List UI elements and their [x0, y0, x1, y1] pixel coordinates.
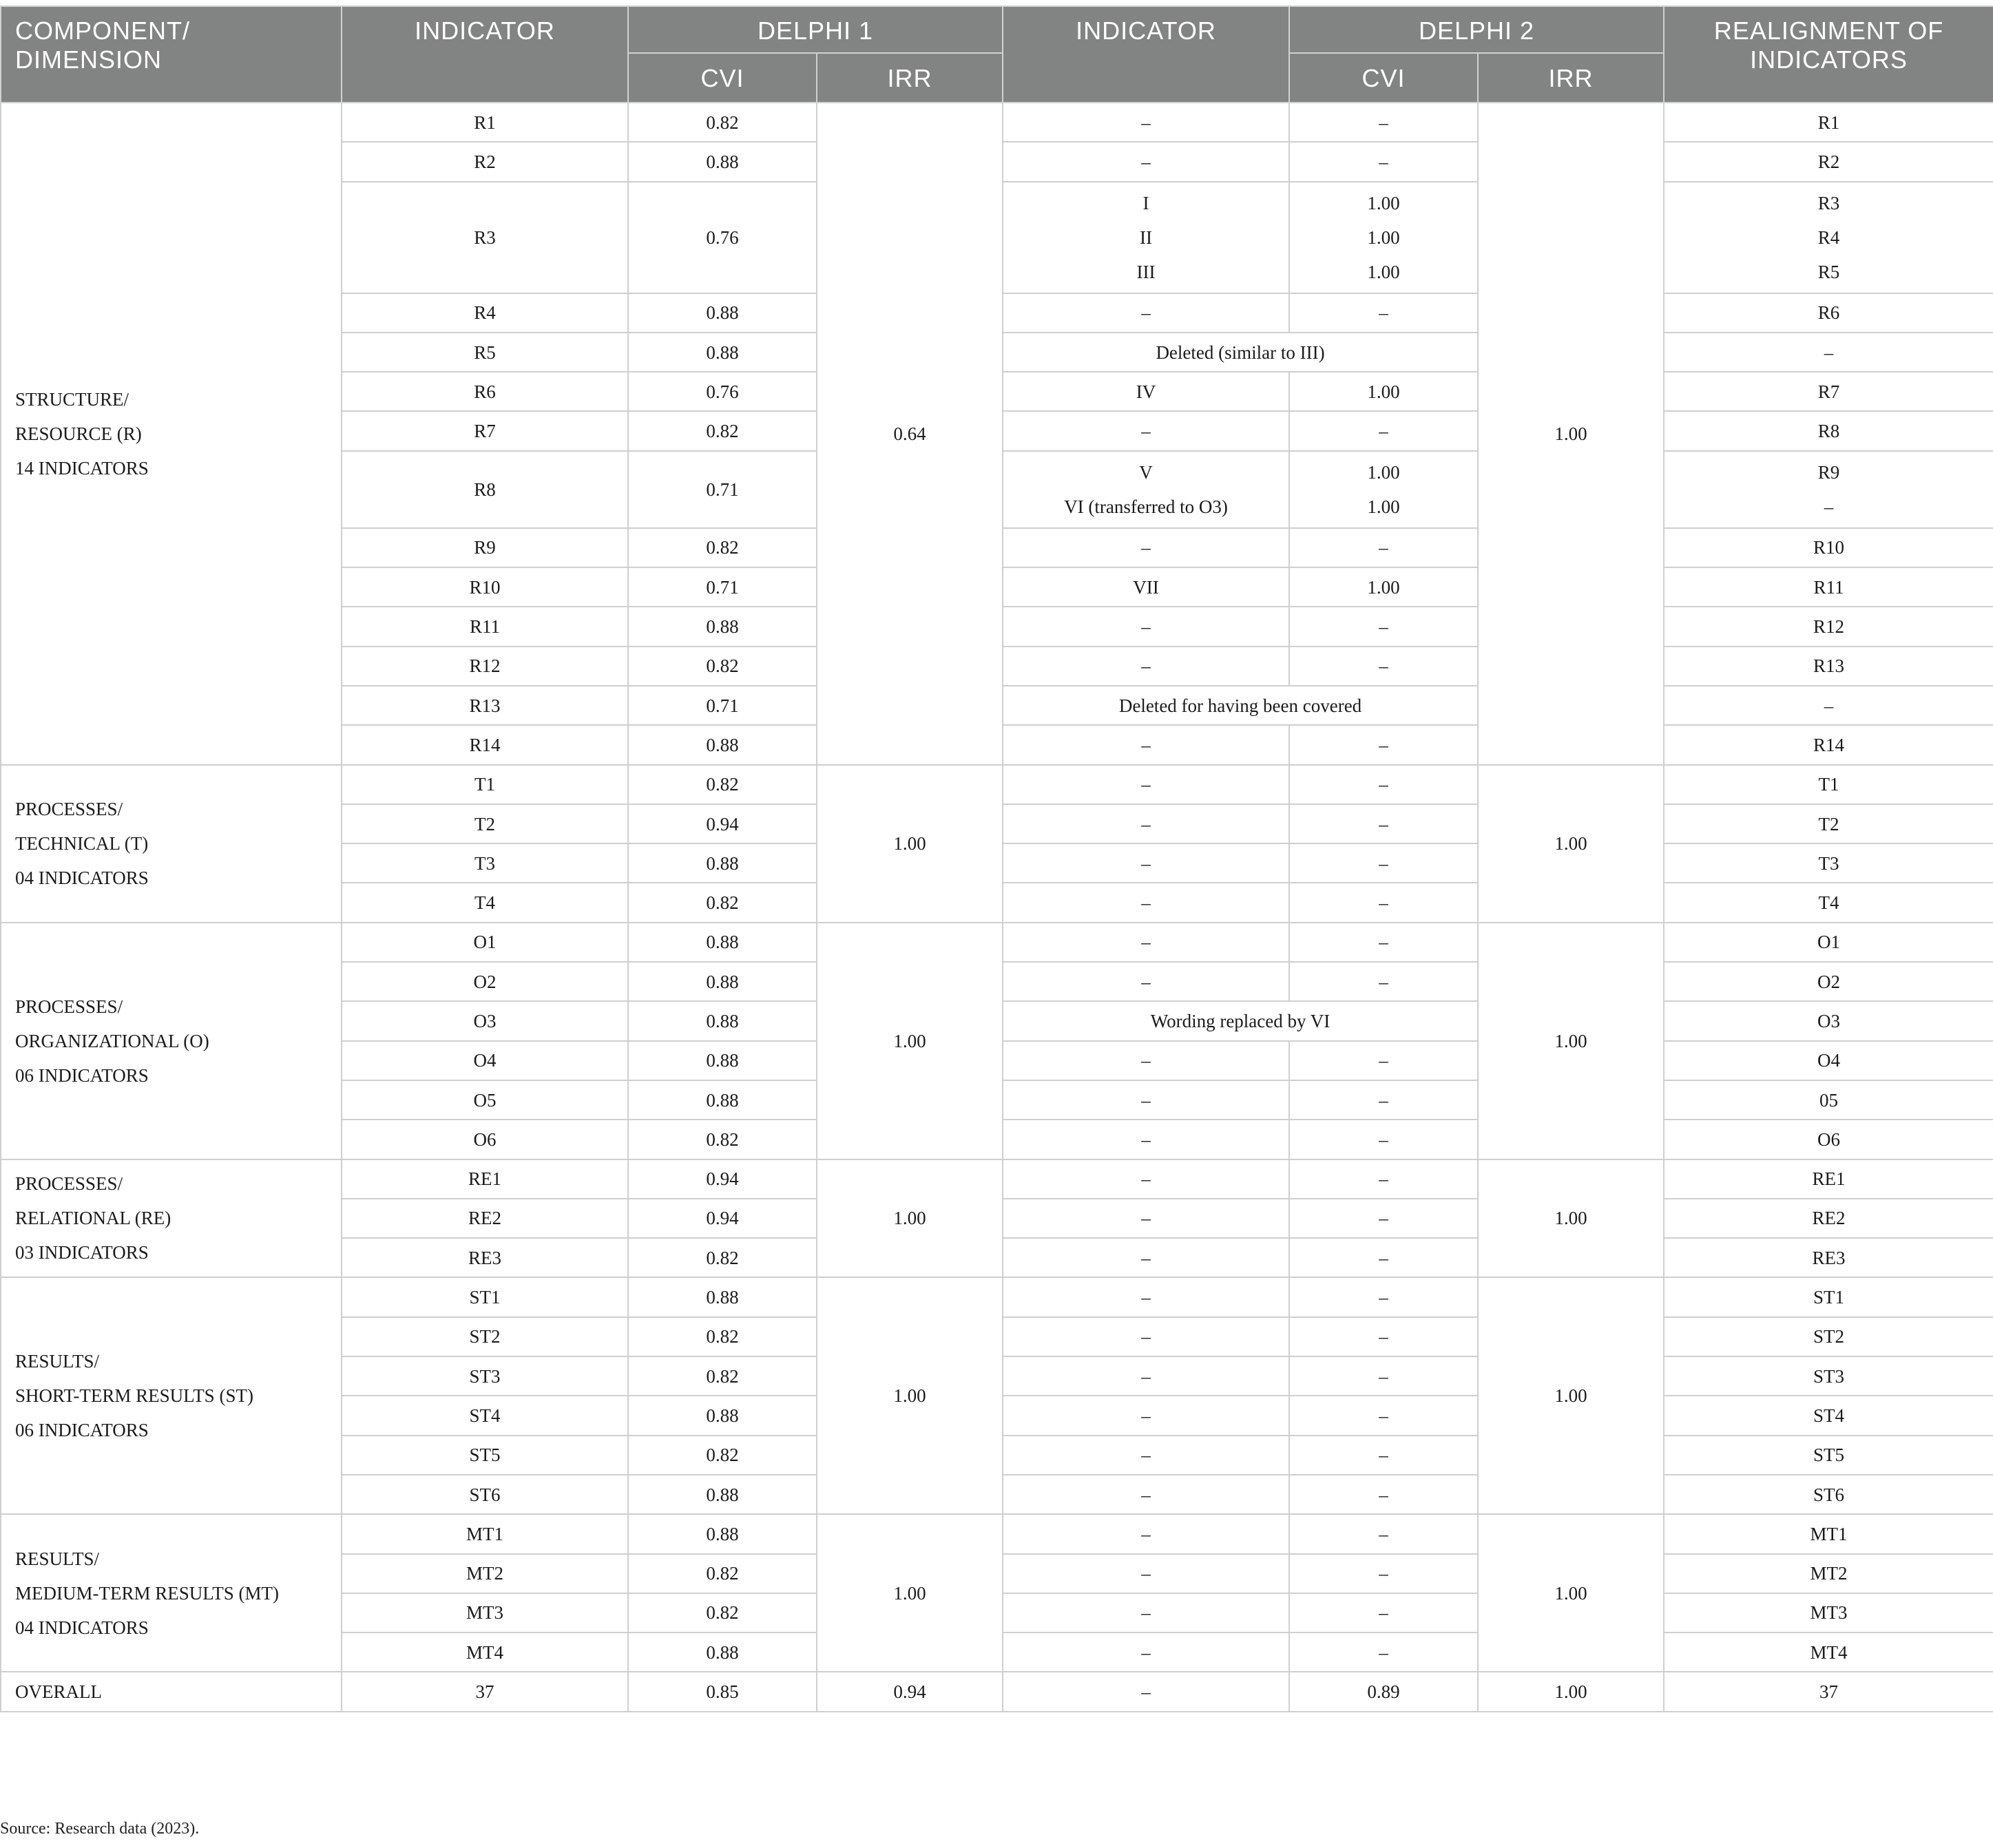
- cvi2-cell: –: [1289, 1514, 1478, 1553]
- indicator-cell: O1: [342, 923, 628, 962]
- indicator-cell: RE1: [342, 1159, 628, 1199]
- indicator2-cell: [1003, 182, 1289, 293]
- indicator-cell: R7: [342, 411, 628, 450]
- group-cell-re: [1, 1159, 342, 1278]
- indicator-cell: R3: [342, 182, 628, 293]
- realign-cell: R13: [1664, 647, 1993, 686]
- cvi2-cell: –: [1289, 293, 1478, 333]
- indicator2-cell: –: [1003, 1080, 1289, 1120]
- overall-indicator: 37: [342, 1672, 628, 1711]
- indicator2-line: II: [1140, 227, 1152, 248]
- overall-label: OVERALL: [1, 1672, 342, 1711]
- indicator2-cell: –: [1003, 962, 1289, 1001]
- overall-realign: 37: [1664, 1672, 1993, 1711]
- cvi-cell: 0.88: [628, 843, 817, 883]
- realign-cell: R6: [1664, 293, 1993, 333]
- indicator-cell: ST5: [342, 1436, 628, 1475]
- indicator-cell: ST6: [342, 1475, 628, 1514]
- indicator2-cell: –: [1003, 1238, 1289, 1277]
- realign-cell: ST4: [1664, 1396, 1993, 1435]
- indicator-cell: ST1: [342, 1277, 628, 1316]
- realign-cell: RE3: [1664, 1238, 1993, 1277]
- indicator-cell: T3: [342, 843, 628, 883]
- cvi-cell: 0.88: [628, 1080, 817, 1120]
- cvi-cell: 0.88: [628, 962, 817, 1001]
- cvi-cell: 0.88: [628, 725, 817, 764]
- group-label-line: RESULTS/: [15, 1548, 100, 1569]
- cvi-cell: 0.88: [628, 923, 817, 962]
- realign-cell: –: [1664, 333, 1993, 372]
- indicator-cell: O6: [342, 1120, 628, 1159]
- table-body: [1, 103, 1993, 1712]
- group-label-line: RESULTS/: [15, 1351, 100, 1372]
- realign-cell: T1: [1664, 765, 1993, 804]
- table-header: [1, 6, 1993, 103]
- overall-row: [1, 1672, 1993, 1711]
- realign-cell: R7: [1664, 372, 1993, 411]
- cvi-cell: 0.88: [628, 607, 817, 646]
- irr2-cell: 1.00: [1478, 103, 1664, 765]
- source-note: Source: Research data (2023).: [0, 1820, 200, 1838]
- indicator2-cell: –: [1003, 1041, 1289, 1080]
- group-cell-st: [1, 1277, 342, 1514]
- cvi2-line: 1.00: [1367, 227, 1400, 248]
- realign-cell: ST3: [1664, 1356, 1993, 1396]
- realign-cell: R12: [1664, 607, 1993, 646]
- cvi2-cell: –: [1289, 103, 1478, 142]
- cvi-cell: 0.82: [628, 103, 817, 142]
- overall-irr2: 1.00: [1478, 1672, 1664, 1711]
- group-cell-t: [1, 765, 342, 923]
- realign-cell: O3: [1664, 1001, 1993, 1040]
- indicator-cell: MT2: [342, 1554, 628, 1593]
- cvi-cell: 0.76: [628, 182, 817, 293]
- group-label-line: 03 INDICATORS: [15, 1242, 149, 1263]
- realign-cell: MT2: [1664, 1554, 1993, 1593]
- irr2-cell: 1.00: [1478, 1159, 1664, 1278]
- cvi2-cell: –: [1289, 528, 1478, 567]
- indicator2-line: VI (transferred to O3): [1064, 496, 1228, 517]
- realign-cell: [1664, 451, 1993, 528]
- realign-line: R9: [1817, 461, 1840, 483]
- cvi-cell: 0.88: [628, 1514, 817, 1553]
- realign-cell: MT1: [1664, 1514, 1993, 1553]
- cvi-cell: 0.71: [628, 567, 817, 607]
- cvi-cell: 0.94: [628, 1159, 817, 1199]
- indicator-cell: T2: [342, 804, 628, 843]
- indicator2-cell: –: [1003, 1554, 1289, 1593]
- indicator-cell: R2: [342, 142, 628, 181]
- indicator2-line: III: [1136, 261, 1156, 282]
- cvi2-cell: 1.00: [1289, 372, 1478, 411]
- cvi2-cell: –: [1289, 647, 1478, 686]
- indicator-cell: O2: [342, 962, 628, 1001]
- col-header-irr-2: IRR: [1478, 53, 1664, 103]
- cvi2-cell: 1.00: [1289, 567, 1478, 607]
- indicator2-cell: –: [1003, 1436, 1289, 1475]
- cvi-cell: 0.82: [628, 1554, 817, 1593]
- cvi2-cell: –: [1289, 1041, 1478, 1080]
- cvi-cell: 0.88: [628, 1001, 817, 1040]
- cvi-cell: 0.82: [628, 1436, 817, 1475]
- indicator2-cell: –: [1003, 647, 1289, 686]
- indicator2-cell: VII: [1003, 567, 1289, 607]
- col-header-cvi-1: CVI: [628, 53, 817, 103]
- overall-indicator2: –: [1003, 1672, 1289, 1711]
- indicator-cell: O4: [342, 1041, 628, 1080]
- cvi2-cell: –: [1289, 1159, 1478, 1199]
- indicator2-cell: –: [1003, 607, 1289, 646]
- indicator-cell: R12: [342, 647, 628, 686]
- realign-line: –: [1824, 496, 1834, 517]
- delphi2-note-cell: Wording replaced by VI: [1003, 1001, 1478, 1040]
- realign-cell: MT4: [1664, 1632, 1993, 1672]
- indicator2-cell: –: [1003, 1632, 1289, 1672]
- cvi-cell: 0.82: [628, 765, 817, 804]
- col-header-delphi-2: DELPHI 2: [1289, 6, 1664, 53]
- irr-cell: 1.00: [817, 1514, 1003, 1672]
- cvi-cell: 0.82: [628, 647, 817, 686]
- group-cell-mt: [1, 1514, 342, 1672]
- group-label-line: ORGANIZATIONAL (O): [15, 1030, 209, 1051]
- indicator-cell: R9: [342, 528, 628, 567]
- irr2-cell: 1.00: [1478, 923, 1664, 1159]
- group-label-line: STRUCTURE/: [15, 388, 129, 410]
- group-label-line: RELATIONAL (RE): [15, 1208, 171, 1229]
- cvi2-line: 1.00: [1367, 496, 1400, 517]
- cvi-cell: 0.82: [628, 1120, 817, 1159]
- cvi2-cell: –: [1289, 1396, 1478, 1435]
- indicator2-cell: –: [1003, 883, 1289, 922]
- cvi2-cell: –: [1289, 923, 1478, 962]
- indicator2-cell: –: [1003, 528, 1289, 567]
- indicator2-cell: –: [1003, 103, 1289, 142]
- indicator-cell: R11: [342, 607, 628, 646]
- cvi2-cell: –: [1289, 1475, 1478, 1514]
- indicator-cell: R13: [342, 686, 628, 725]
- indicator2-cell: –: [1003, 725, 1289, 764]
- indicator-cell: ST3: [342, 1356, 628, 1396]
- cvi-cell: 0.88: [628, 293, 817, 333]
- indicator-cell: RE2: [342, 1199, 628, 1238]
- indicator-cell: R1: [342, 103, 628, 142]
- overall-irr: 0.94: [817, 1672, 1003, 1711]
- realign-cell: R8: [1664, 411, 1993, 450]
- cvi2-cell: –: [1289, 883, 1478, 922]
- irr2-cell: 1.00: [1478, 1514, 1664, 1672]
- realign-cell: –: [1664, 686, 1993, 725]
- realign-cell: ST2: [1664, 1317, 1993, 1356]
- group-label-line: 06 INDICATORS: [15, 1064, 149, 1086]
- realign-cell: T2: [1664, 804, 1993, 843]
- indicator-cell: T1: [342, 765, 628, 804]
- cvi2-cell: –: [1289, 1080, 1478, 1120]
- realign-cell: R11: [1664, 567, 1993, 607]
- cvi2-cell: –: [1289, 843, 1478, 883]
- realign-cell: ST5: [1664, 1436, 1993, 1475]
- table-row: [1, 765, 1993, 804]
- delphi2-note-cell: Deleted for having been covered: [1003, 686, 1478, 725]
- indicator2-cell: –: [1003, 142, 1289, 181]
- cvi2-cell: [1289, 451, 1478, 528]
- realign-line: R4: [1817, 227, 1840, 248]
- indicator2-cell: –: [1003, 1356, 1289, 1396]
- realign-line: R5: [1817, 261, 1840, 282]
- table-row: [1, 923, 1993, 962]
- group-label-line: SHORT-TERM RESULTS (ST): [15, 1385, 253, 1407]
- group-label-line: 04 INDICATORS: [15, 868, 149, 889]
- indicator2-cell: –: [1003, 1396, 1289, 1435]
- irr-cell: 1.00: [817, 1277, 1003, 1514]
- cvi-cell: 0.88: [628, 1041, 817, 1080]
- realign-cell: ST1: [1664, 1277, 1993, 1316]
- indicator2-cell: –: [1003, 765, 1289, 804]
- group-label-line: 06 INDICATORS: [15, 1420, 149, 1441]
- cvi2-cell: –: [1289, 804, 1478, 843]
- realign-cell: O4: [1664, 1041, 1993, 1080]
- group-label-line: PROCESSES/: [15, 996, 123, 1017]
- indicator-cell: MT1: [342, 1514, 628, 1553]
- group-label-line: RESOURCE (R): [15, 423, 142, 444]
- indicator2-cell: –: [1003, 1159, 1289, 1199]
- cvi2-cell: –: [1289, 1632, 1478, 1672]
- group-label-line: PROCESSES/: [15, 799, 123, 820]
- cvi2-cell: –: [1289, 607, 1478, 646]
- col-header-component: [1, 6, 342, 103]
- overall-cvi2: 0.89: [1289, 1672, 1478, 1711]
- indicator-cell: R4: [342, 293, 628, 333]
- realign-cell: O6: [1664, 1120, 1993, 1159]
- indicator-cell: MT4: [342, 1632, 628, 1672]
- realign-cell: 05: [1664, 1080, 1993, 1120]
- col-header-indicator-2: INDICATOR: [1003, 6, 1289, 103]
- realign-cell: ST6: [1664, 1475, 1993, 1514]
- overall-cvi: 0.85: [628, 1672, 817, 1711]
- col-header-delphi-1: DELPHI 1: [628, 6, 1003, 53]
- col-header-component-text: COMPONENT/ DIMENSION: [15, 17, 191, 74]
- col-header-indicator-1: INDICATOR: [342, 6, 628, 103]
- indicator-cell: T4: [342, 883, 628, 922]
- cvi2-cell: –: [1289, 142, 1478, 181]
- indicator-cell: MT3: [342, 1593, 628, 1632]
- cvi2-cell: –: [1289, 725, 1478, 764]
- realign-cell: O2: [1664, 962, 1993, 1001]
- realign-cell: R1: [1664, 103, 1993, 142]
- indicator2-cell: [1003, 451, 1289, 528]
- indicator2-cell: –: [1003, 804, 1289, 843]
- cvi-cell: 0.82: [628, 883, 817, 922]
- cvi2-cell: [1289, 182, 1478, 293]
- group-label-line: MEDIUM-TERM RESULTS (MT): [15, 1582, 280, 1604]
- indicator-cell: R10: [342, 567, 628, 607]
- indicator2-cell: –: [1003, 843, 1289, 883]
- irr-cell: 1.00: [817, 923, 1003, 1159]
- group-label-line: TECHNICAL (T): [15, 833, 149, 854]
- cvi2-cell: –: [1289, 1356, 1478, 1396]
- cvi-cell: 0.88: [628, 333, 817, 372]
- cvi2-cell: –: [1289, 1554, 1478, 1593]
- cvi-cell: 0.88: [628, 1277, 817, 1316]
- cvi-cell: 0.82: [628, 1356, 817, 1396]
- cvi2-cell: –: [1289, 765, 1478, 804]
- indicator2-cell: –: [1003, 1593, 1289, 1632]
- realign-cell: RE2: [1664, 1199, 1993, 1238]
- cvi-cell: 0.71: [628, 686, 817, 725]
- cvi2-line: 1.00: [1367, 192, 1400, 213]
- indicator-cell: ST2: [342, 1317, 628, 1356]
- cvi2-cell: –: [1289, 411, 1478, 450]
- table-row: [1, 103, 1993, 142]
- indicator2-cell: –: [1003, 1317, 1289, 1356]
- group-cell-o: [1, 923, 342, 1159]
- cvi2-line: 1.00: [1367, 261, 1400, 282]
- indicator-cell: O5: [342, 1080, 628, 1120]
- indicator-cell: ST4: [342, 1396, 628, 1435]
- cvi2-cell: –: [1289, 1436, 1478, 1475]
- table-row: [1, 1159, 1993, 1199]
- cvi2-cell: –: [1289, 1317, 1478, 1356]
- table-row: [1, 1277, 1993, 1316]
- delphi-results-table: [0, 6, 1993, 1712]
- indicator-cell: R14: [342, 725, 628, 764]
- cvi2-cell: –: [1289, 962, 1478, 1001]
- group-cell-r: [1, 103, 342, 765]
- realign-cell: MT3: [1664, 1593, 1993, 1632]
- indicator2-cell: IV: [1003, 372, 1289, 411]
- realign-cell: R14: [1664, 725, 1993, 764]
- cvi-cell: 0.88: [628, 1396, 817, 1435]
- cvi-cell: 0.82: [628, 1593, 817, 1632]
- realign-cell: R10: [1664, 528, 1993, 567]
- group-label-line: 04 INDICATORS: [15, 1617, 149, 1638]
- cvi-cell: 0.94: [628, 804, 817, 843]
- cvi-cell: 0.82: [628, 411, 817, 450]
- irr-cell: 1.00: [817, 1159, 1003, 1278]
- indicator2-cell: –: [1003, 1514, 1289, 1553]
- realign-cell: R2: [1664, 142, 1993, 181]
- realign-cell: T3: [1664, 843, 1993, 883]
- cvi-cell: 0.88: [628, 142, 817, 181]
- indicator-cell: R6: [342, 372, 628, 411]
- indicator-cell: O3: [342, 1001, 628, 1040]
- indicator-cell: RE3: [342, 1238, 628, 1277]
- cvi-cell: 0.88: [628, 1632, 817, 1672]
- table-row: [1, 1514, 1993, 1553]
- indicator2-cell: –: [1003, 1277, 1289, 1316]
- indicator2-cell: –: [1003, 411, 1289, 450]
- indicator2-cell: –: [1003, 1199, 1289, 1238]
- cvi2-line: 1.00: [1367, 461, 1400, 483]
- realign-cell: RE1: [1664, 1159, 1993, 1199]
- indicator-cell: R5: [342, 333, 628, 372]
- col-header-irr-1: IRR: [817, 53, 1003, 103]
- indicator2-cell: –: [1003, 1475, 1289, 1514]
- cvi2-cell: –: [1289, 1120, 1478, 1159]
- delphi2-note-cell: Deleted (similar to III): [1003, 333, 1478, 372]
- cvi2-cell: –: [1289, 1593, 1478, 1632]
- indicator2-cell: –: [1003, 293, 1289, 333]
- cvi2-cell: –: [1289, 1238, 1478, 1277]
- irr2-cell: 1.00: [1478, 1277, 1664, 1514]
- cvi-cell: 0.82: [628, 1317, 817, 1356]
- cvi2-cell: –: [1289, 1199, 1478, 1238]
- cvi-cell: 0.71: [628, 451, 817, 528]
- cvi-cell: 0.76: [628, 372, 817, 411]
- cvi-cell: 0.88: [628, 1475, 817, 1514]
- col-header-cvi-2: CVI: [1289, 53, 1478, 103]
- indicator2-cell: –: [1003, 923, 1289, 962]
- irr2-cell: 1.00: [1478, 765, 1664, 923]
- realign-line: R3: [1817, 192, 1840, 213]
- indicator-cell: R8: [342, 451, 628, 528]
- col-header-realignment: REALIGNMENT OF INDICATORS: [1664, 6, 1993, 103]
- indicator2-line: I: [1142, 192, 1149, 213]
- group-label-line: PROCESSES/: [15, 1173, 123, 1195]
- cvi-cell: 0.82: [628, 1238, 817, 1277]
- group-label-line: 14 INDICATORS: [15, 457, 149, 479]
- realign-cell: O1: [1664, 923, 1993, 962]
- realign-cell: [1664, 182, 1993, 293]
- indicator2-line: V: [1139, 461, 1153, 483]
- irr-cell: 0.64: [817, 103, 1003, 765]
- cvi-cell: 0.82: [628, 528, 817, 567]
- cvi2-cell: –: [1289, 1277, 1478, 1316]
- indicator2-cell: –: [1003, 1120, 1289, 1159]
- realign-cell: T4: [1664, 883, 1993, 922]
- irr-cell: 1.00: [817, 765, 1003, 923]
- cvi-cell: 0.94: [628, 1199, 817, 1238]
